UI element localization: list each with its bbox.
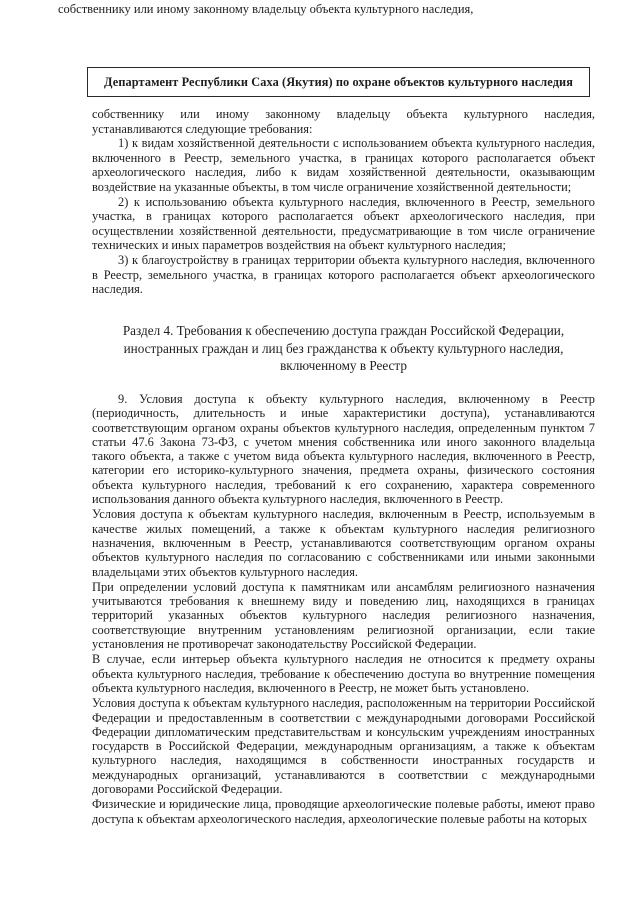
paragraph-archaeological: Физические и юридические лица, проводящие археологические полевые работы, имеют право доступа к объектам археологического наследия, археологические полевые работы на которых bbox=[92, 797, 595, 826]
requirements-list bbox=[92, 107, 595, 297]
paragraph-interior: В случае, если интерьер объекта культурного наследия не относится к предмету охраны объекта культурного наследия, требование к обеспечению доступа во внутренние помещения объекта культурного наследия, включенного в Реестр, не может быть установлено. bbox=[92, 652, 595, 695]
requirement-item-1: 1) к видам хозяйственной деятельности с использованием объекта культурного наследия, включенного в Реестр, земельного участка, в границах которого располагается объект археологического наследия, либо к видам хозяйственной деятельности, оказывающим воздействие на указанные объекты, в том числе ограничение хозяйственной деятельности; bbox=[92, 136, 595, 194]
requirement-item-3: 3) к благоустройству в границах территории объекта культурного наследия, включенного в Реестр, земельного участка, в границах которого располагается объект археологического наследия. bbox=[92, 252, 595, 297]
previous-page-text-line: собственнику или иному законному владельцу объекта культурного наследия, bbox=[58, 2, 474, 16]
access-conditions-text bbox=[92, 392, 595, 827]
paragraph-9: 9. Условия доступа к объекту культурного наследия, включенному в Реестр (периодичность, длительность и иные характеристики доступа), устанавливаются соответствующим органом охраны объектов культурного наследия, определенным пунктом 7 статьи 47.6 Закона 73-ФЗ, с учетом мнения собственника или иного законного владельца такого объекта, а также с учетом вида объекта культурного наследия, включенного в Реестр, категории его историко-культурного значения, предмета охраны, физического состояния объекта культурного наследия, требований к его сохранению, характера современного использования данного объекта культурного наследия, включенного в Реестр. bbox=[92, 392, 595, 507]
paragraph-religious: При определении условий доступа к памятникам или ансамблям религиозного назначения учитываются требования к внешнему виду и поведению лиц, находящихся в границах территорий указанных объектов культурного наследия религиозного назначения, соответствующие внутренним установлениям религиозной организации, если такие установления не противоречат законодательству Российской Федерации. bbox=[92, 579, 595, 652]
paragraph-diplomatic: Условия доступа к объектам культурного наследия, расположенным на территории Российской Федерации и предоставленным в соответствии с международными договорами Российской Федерации дипломатическим представительствам и консульским учреждениям иностранных государств в Российской Федерации, международным организациям, а также к объектам культурного наследия, находящимся в собственности иностранных государств и международных организаций, устанавливаются в соответствии с международными договорами Российской Федерации. bbox=[92, 696, 595, 797]
department-header: Департамент Республики Саха (Якутия) по охране объектов культурного наследия bbox=[87, 67, 590, 97]
section-title: Раздел 4. Требования к обеспечению доступа граждан Российской Федерации, иностранных граждан и лиц без гражданства к объекту культурного наследия, включенному в Реестр bbox=[122, 323, 565, 373]
requirement-item-2: 2) к использованию объекта культурного наследия, включенного в Реестр, земельного участка, в границах которого располагается объект археологического наследия, при осуществлении хозяйственной деятельности, предусматривающие в том числе ограничение технических и иных параметров воздействия на объект культурного наследия; bbox=[92, 194, 595, 253]
intro-paragraph: собственнику или иному законному владельцу объекта культурного наследия, устанавливаются следующие требования: bbox=[92, 107, 595, 136]
paragraph-residential: Условия доступа к объектам культурного наследия, включенным в Реестр, используемым в качестве жилых помещений, а также к объектам культурного наследия религиозного назначения, включенным в Реестр, устанавливаются соответствующим органом охраны объектов культурного наследия по согласованию с собственниками или иными законными владельцами этих объектов культурного наследия. bbox=[92, 507, 595, 579]
